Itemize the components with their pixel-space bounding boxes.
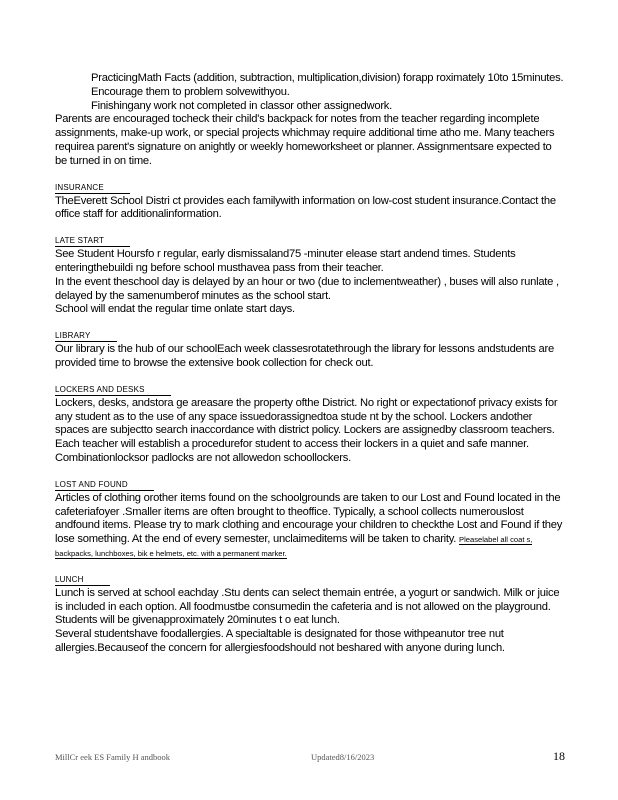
late-start-section [55, 222, 565, 317]
lunch-section [55, 561, 565, 656]
list-item [75, 72, 565, 100]
lunch-paragraph: Lunch is served at school eachday .Stu dents can select themain entrée, a yogurt or sandwich. Milk or juice is included in each option. All foodmustbe consumedin the cafeteria and is not allowed on the playground. Students will be givenapproximately 20minutes t o eat lunch. [55, 586, 560, 627]
lost-found-heading: LOST AND FOUND [55, 479, 154, 491]
footer-handbook-title: MillCr eek ES Family H andbook [55, 752, 170, 762]
lockers-section [55, 371, 565, 466]
lockers-paragraph: Lockers, desks, andstora ge areasare the property ofthe District. No right or expectationof privacy exists for any student as to the use of any space issuedorassignedtoa stude nt by the school. Lockers andother spaces are subjectto search inaccordance with district policy. Lockers are assignedby classroom teachers. Each teacher will establish a procedurefor student to access their lockers in a quiet and safe manner. Combinationlocksor padlocks are not allowedon schoollockers. [55, 396, 558, 464]
insurance-heading: INSURANCE [55, 182, 130, 194]
page-footer [55, 749, 565, 766]
late-start-paragraph: See Student Hoursfo r regular, early dismissaland75 -minuter elease start andend times. Students enteringthebuildi ng before school musthavea pass from their teacher. [55, 248, 516, 274]
page-content [55, 72, 565, 656]
lost-found-paragraph [55, 492, 565, 561]
homework-paragraph: Parents are encouraged tocheck their child's backpack for notes from the teacher regarding incomplete assignments, make-up work, or special projects whichmay require additional time atho me. Many teachers requirea parent's signature on anightly or weekly homeworksheet or planner. Assignmentsare expected to be turned in on time. [55, 113, 555, 167]
list-item [75, 100, 565, 114]
insurance-paragraph: TheEverett School Distri ct provides each familywith information on low-cost student insurance.Contact the office staff for additionalinformation. [55, 194, 556, 221]
page-number: 18 [553, 749, 565, 763]
allergy-paragraph: Several studentshave foodallergies. A specialtable is designated for those withpeanutor tree nut allergies.Becauseof the concern for allergiesfoodshould not beshared with anyone during lunch. [55, 628, 505, 654]
library-paragraph: Our library is the hub of our schoolEach week classesrotatethrough the library for lessons andstudents are provided time to browse the extensive book collection for check out. [55, 343, 554, 369]
library-section [55, 317, 565, 371]
bullet-text: Finishingany work not completed in classor other assignedwork. [91, 99, 393, 112]
lost-found-text: Articles of clothing orother items found on the schoolgrounds are taken to our Lost and Found located in the cafeteriafoyer .Smaller items are often brought to theoffice. Typically, a school collects numerouslost andfound items. Please try to mark clothing and encourage your children to checkthe Lost and Found if they lose something. At the end of every semester, unclaimeditems will be taken to charity. [55, 491, 563, 546]
library-heading: LIBRARY [55, 330, 117, 342]
bullet-text: PracticingMath Facts (addition, subtraction, multiplication,division) forapp roximately 10to 15minutes. Encourage them to problem solvewithyou. [91, 72, 564, 98]
homework-bullet-list [75, 72, 565, 113]
lunch-heading: LUNCH [55, 574, 110, 586]
lost-found-section [55, 466, 565, 561]
late-start-paragraph: In the event theschool day is delayed by an hour or two (due to inclementweather) , buses will also runlate , delayed by the samenumberof minutes as the school start. [55, 275, 559, 302]
insurance-section [55, 169, 565, 223]
late-start-paragraph: School will endat the regular time onlate start days. [55, 303, 295, 316]
lockers-heading: LOCKERS AND DESKS [55, 384, 171, 396]
label-reminder-text: Pleaselabel all coat s, backpacks, lunchboxes, bik e helmets, etc. with a permanent marker. [55, 535, 533, 558]
late-start-heading: LATE START [55, 235, 130, 247]
footer-updated-date: Updated8/16/2023 [311, 752, 375, 762]
